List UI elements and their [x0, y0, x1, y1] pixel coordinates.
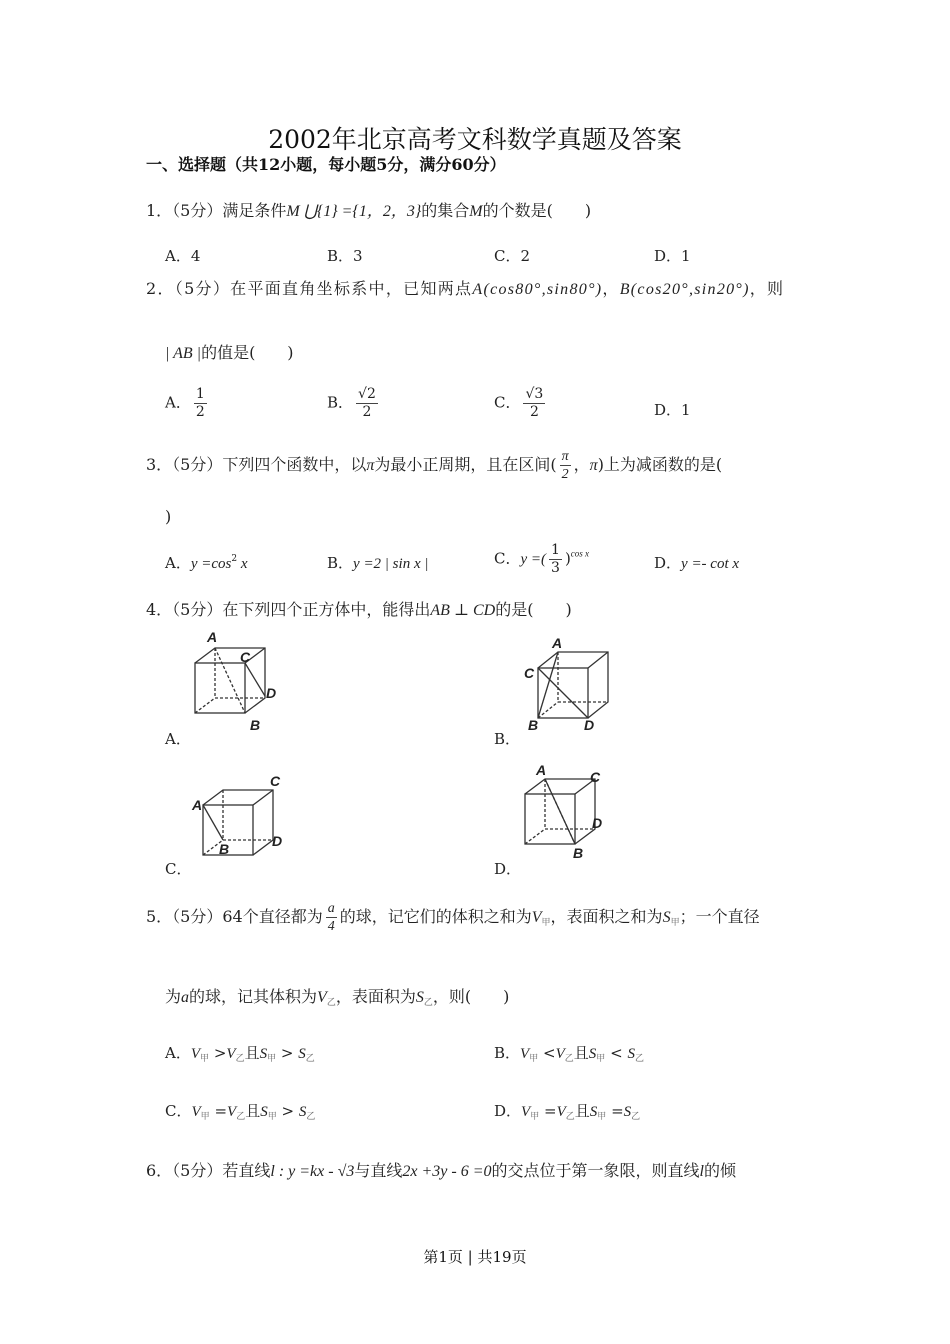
- s: S: [298, 1104, 307, 1120]
- q1-tail: 的集合: [421, 201, 470, 220]
- q4-option-b: B．: [494, 730, 521, 748]
- q3-pi: π: [366, 457, 375, 474]
- q6-l-var: l: [699, 1163, 704, 1180]
- sub-jia: 甲: [530, 1112, 540, 1122]
- label-b: B: [250, 717, 261, 733]
- option-label: D．: [494, 1102, 522, 1120]
- op2: >: [280, 1044, 294, 1062]
- q3-option-b-label: B．: [327, 554, 354, 572]
- q5-mid: 的球，记它们的体积之和为: [339, 907, 532, 926]
- label-a: A: [536, 762, 547, 778]
- q6-line-l: l : y =kx - √3: [270, 1163, 355, 1180]
- q2-option-b-fraction: [356, 386, 378, 421]
- q4-end: 的是( ): [495, 600, 572, 619]
- q1-option-b: B．3: [327, 247, 363, 265]
- cube-figure-d: [510, 762, 620, 862]
- q5-fraction: [326, 900, 337, 935]
- q3-line2: ): [165, 507, 172, 526]
- question-6: [146, 1158, 736, 1181]
- q4-stem: 4．（5分）在下列四个正方体中，能得出: [146, 600, 431, 619]
- q2-option-d: D．1: [654, 401, 691, 419]
- op1: =: [214, 1102, 228, 1120]
- q5-v-yi-sub: 乙: [326, 998, 336, 1008]
- denominator: 2: [561, 467, 569, 482]
- q2-ab-expr: | AB |: [165, 345, 202, 362]
- v: V: [227, 1104, 237, 1120]
- q2-line2: [165, 340, 294, 363]
- sub-yi: 乙: [565, 1112, 575, 1122]
- q3-option-b: [327, 552, 428, 573]
- and: 且: [244, 1044, 260, 1062]
- q1-option-d: D．1: [654, 247, 691, 265]
- s: S: [298, 1046, 306, 1062]
- q5-option-b: [494, 1042, 644, 1064]
- q5-l2-a: 为: [165, 987, 182, 1006]
- sub-yi: 乙: [305, 1054, 315, 1064]
- q5-s-sub: 甲: [670, 918, 680, 928]
- v: V: [521, 1104, 531, 1120]
- question-1: [146, 198, 591, 221]
- q2-option-b: [327, 386, 381, 421]
- q2-option-c: [494, 386, 548, 421]
- label-c: C: [270, 773, 281, 789]
- v: V: [520, 1046, 530, 1062]
- sub-yi: 乙: [306, 1112, 316, 1122]
- v: V: [555, 1046, 565, 1062]
- question-3: [146, 448, 722, 483]
- sub-yi: 乙: [236, 1112, 246, 1122]
- q2-point-b: B(cos20°,sin20°): [619, 281, 750, 298]
- q5-end: ；一个直径: [679, 907, 760, 926]
- q5-stem: 5．（5分）64个直径都为: [146, 907, 323, 926]
- and: 且: [574, 1102, 590, 1120]
- q6-end2: 的倾: [703, 1161, 736, 1180]
- q3-option-a: [165, 552, 248, 573]
- s: S: [260, 1104, 268, 1120]
- q6-end: 的交点位于第一象限，则直线: [491, 1161, 700, 1180]
- numerator: a: [327, 901, 335, 916]
- q2-line2-tail: 的值是( ): [201, 343, 294, 362]
- cube-figure-a: [180, 628, 290, 738]
- label-d: D: [584, 717, 595, 733]
- v: V: [556, 1104, 566, 1120]
- q5-s-yi-sub: 乙: [423, 998, 433, 1008]
- denominator: 2: [362, 404, 372, 420]
- question-5: [146, 900, 760, 935]
- sub-yi: 乙: [564, 1054, 574, 1064]
- op2: <: [610, 1044, 623, 1062]
- q5-v: V: [531, 909, 542, 926]
- q3-end: )上为减函数的是(: [597, 455, 723, 474]
- denominator: 2: [529, 404, 539, 420]
- sub-yi: 乙: [235, 1054, 245, 1064]
- q1-expr: M ⋃{1} ={1，2，3}: [286, 203, 422, 220]
- q3-option-b-expr: y =2 | sin x |: [353, 556, 429, 572]
- label-c: C: [524, 665, 535, 681]
- v: V: [191, 1104, 201, 1120]
- q5-option-a: [165, 1042, 315, 1064]
- q3-interval-fraction: [560, 448, 571, 483]
- label-b: B: [528, 717, 539, 733]
- q3-option-d-expr: y =- cot x: [681, 556, 740, 572]
- q3-comma: ，: [573, 455, 590, 474]
- sub-yi: 乙: [634, 1054, 644, 1064]
- q5-option-d: [494, 1100, 640, 1122]
- v: V: [190, 1046, 201, 1062]
- op2: =: [611, 1102, 624, 1120]
- q3-stem: 3．（5分）下列四个函数中，以: [146, 455, 367, 474]
- q5-mid2: ，表面积之和为: [550, 907, 663, 926]
- question-4: [146, 597, 572, 620]
- q5-v-sub: 甲: [541, 918, 551, 928]
- q5-l2-d: ，则( ): [432, 987, 510, 1006]
- q3-option-d-label: D．: [654, 554, 682, 572]
- q1-option-a: A．4: [165, 247, 201, 265]
- page-footer: 第1页 | 共19页: [423, 1248, 527, 1266]
- q3-option-a-tail: x: [237, 556, 248, 572]
- s: S: [589, 1104, 598, 1120]
- s: S: [627, 1046, 635, 1062]
- numerator: π: [561, 449, 569, 464]
- q1-var: M: [469, 203, 483, 220]
- option-label: C．: [165, 1102, 192, 1120]
- q2-option-a: [165, 386, 210, 421]
- label-d: D: [592, 815, 603, 831]
- denominator: 2: [195, 404, 205, 420]
- s: S: [623, 1104, 632, 1120]
- op1: >: [213, 1044, 227, 1062]
- q3-option-c-label: C．: [494, 549, 521, 568]
- q2-end: ，则: [749, 279, 785, 298]
- label-b: B: [219, 841, 230, 857]
- option-label: A．: [165, 1044, 191, 1062]
- option-label: B．: [494, 1044, 521, 1062]
- q3-mid: 为最小正周期，且在区间(: [374, 455, 557, 474]
- and: 且: [245, 1102, 261, 1120]
- denominator: 4: [327, 919, 335, 934]
- sub-jia: 甲: [596, 1054, 606, 1064]
- sub-jia: 甲: [267, 1112, 277, 1122]
- and: 且: [573, 1044, 589, 1062]
- label-a: A: [207, 629, 218, 645]
- sub-jia: 甲: [267, 1054, 277, 1064]
- q5-l2-b: 的球，记其体积为: [189, 987, 318, 1006]
- q2-option-a-fraction: [194, 386, 207, 421]
- sub-yi: 乙: [631, 1112, 641, 1122]
- numerator: 1: [195, 386, 205, 402]
- label-a: A: [552, 635, 563, 651]
- q2-point-a: A(cos80°,sin80°): [472, 281, 603, 298]
- q2-option-c-label: C．: [494, 393, 521, 412]
- question-2: [146, 276, 784, 299]
- q3-option-c-fraction: [549, 542, 562, 577]
- q3-pi-2: π: [589, 457, 598, 474]
- section-heading: 一、选择题（共12小题，每小题5分，满分60分）: [146, 155, 506, 174]
- q1-option-c: C．2: [494, 247, 531, 265]
- sub-jia: 甲: [529, 1054, 539, 1064]
- numerator: √2: [358, 386, 376, 402]
- q4-option-d: D．: [494, 860, 522, 878]
- v: V: [226, 1046, 236, 1062]
- q3-option-c-expr: y =(: [520, 551, 547, 568]
- q5-s-yi: S: [415, 989, 424, 1006]
- numerator: 1: [551, 542, 560, 558]
- q3-option-a-label: A．: [165, 554, 191, 572]
- q3-option-d: [654, 552, 739, 573]
- q4-option-a: A．: [165, 730, 191, 748]
- q5-a-var: a: [181, 989, 190, 1006]
- cube-figure-c: [188, 772, 298, 867]
- q5-s: S: [662, 909, 671, 926]
- op2: >: [281, 1102, 295, 1120]
- label-d: D: [266, 685, 277, 701]
- q3-option-c: [494, 542, 589, 577]
- q2-option-a-label: A．: [165, 393, 191, 412]
- q6-line-2: 2x +3y - 6 =0: [402, 1163, 492, 1180]
- q6-stem: 6．（5分）若直线: [146, 1161, 271, 1180]
- denominator: 3: [551, 560, 560, 576]
- op1: <: [543, 1044, 556, 1062]
- op1: =: [544, 1102, 557, 1120]
- sub-jia: 甲: [200, 1112, 210, 1122]
- label-a: A: [192, 797, 203, 813]
- q6-mid: 与直线: [354, 1161, 403, 1180]
- q2-option-b-label: B．: [327, 393, 354, 412]
- q5-line2: [165, 984, 509, 1008]
- q4-option-c: C．: [165, 860, 192, 878]
- q5-v-yi: V: [317, 989, 327, 1006]
- numerator: √3: [525, 386, 544, 402]
- label-b: B: [573, 845, 584, 861]
- q3-option-c-exponent: cos x: [570, 548, 590, 559]
- sub-jia: 甲: [200, 1054, 210, 1064]
- q5-option-c: [165, 1100, 315, 1122]
- page-title: 2002年北京高考文科数学真题及答案: [268, 125, 682, 154]
- q4-expr: AB ⊥ CD: [430, 602, 496, 619]
- s: S: [259, 1046, 268, 1062]
- sub-jia: 甲: [597, 1112, 607, 1122]
- label-d: D: [272, 833, 283, 849]
- q5-l2-c: ，表面积为: [335, 987, 416, 1006]
- label-c: C: [240, 649, 251, 665]
- cube-figure-b: [520, 630, 630, 740]
- q2-option-c-fraction: [523, 386, 545, 421]
- q1-end: 的个数是( ): [482, 201, 592, 220]
- label-c: C: [590, 769, 601, 785]
- q2-stem: 2．（5分）在平面直角坐标系中，已知两点: [146, 279, 473, 298]
- q3-option-a-sup: 2: [231, 554, 238, 564]
- q3-option-a-expr: y =cos: [190, 556, 232, 572]
- q1-stem: 1．（5分）满足条件: [146, 201, 287, 220]
- q3-option-c-close: ): [564, 549, 571, 568]
- q2-comma: ，: [602, 279, 620, 298]
- s: S: [588, 1046, 597, 1062]
